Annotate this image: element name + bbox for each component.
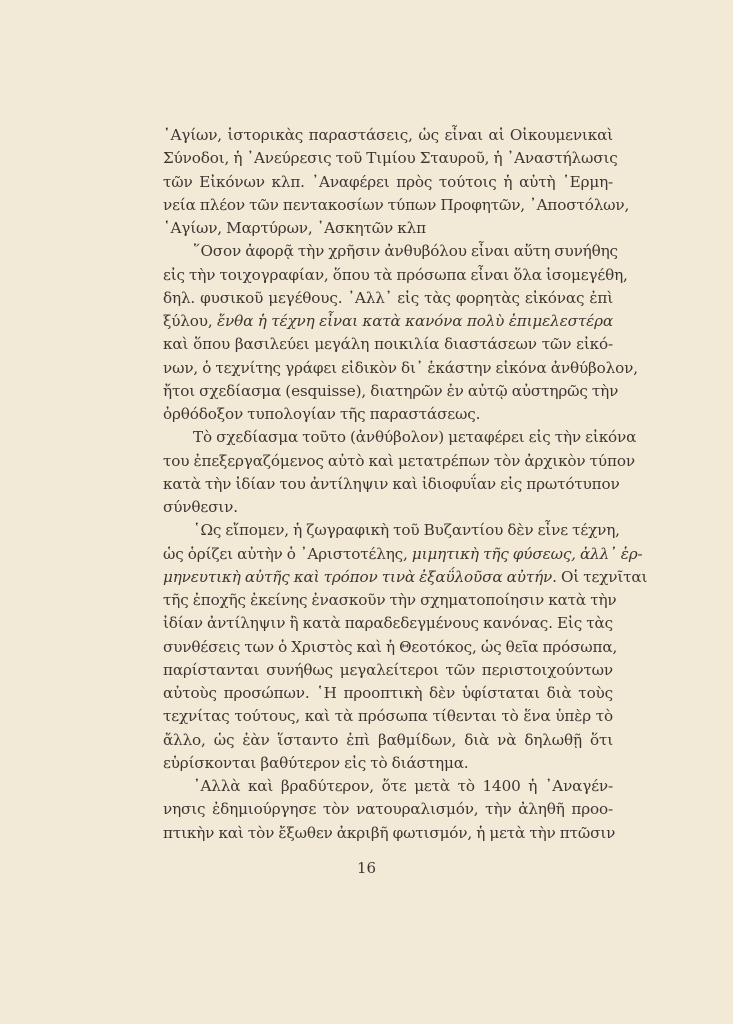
- text-line: [163, 403, 613, 426]
- text: νεία πλέον τῶν πεντακοσίων τύπων Προφητῶν, ᾿Αποστόλων,: [163, 195, 630, 214]
- text: παρίστανται συνήθως μεγαλείτεροι τῶν περιστοιχούντων: [163, 660, 613, 679]
- italic-text: μηνευτικὴ αὐτῆς καὶ τρόπον τινὰ ἐξαΰλοῦσα αὐτήν: [163, 567, 553, 586]
- text-line: [163, 171, 613, 194]
- text: ἰδίαν ἀντίληψιν ἢ κατὰ παραδεδεγμένους κανόνας. Εἰς τὰς: [163, 614, 613, 633]
- page-body: [163, 124, 648, 845]
- text-line: [163, 659, 613, 682]
- text-line: [163, 705, 613, 728]
- text-line: [163, 682, 613, 705]
- italic-text: ἔνθα ἡ τέχνη εἶναι κατὰ κανόνα πολὺ ἐπιμελεστέρα: [217, 312, 613, 330]
- text: ῾Αγίων, Μαρτύρων, ᾿Ασκητῶν κλπ: [163, 219, 426, 237]
- text-line: [163, 822, 616, 845]
- text: του ἐπεξεργαζόμενος αὐτὸ καὶ μετατρέπων τὸν ἀρχικὸν τύπον: [163, 451, 635, 470]
- text: ξύλου,: [163, 312, 218, 330]
- text: σύνθεσιν.: [163, 498, 238, 516]
- text-line: [163, 264, 628, 287]
- text-line: [163, 240, 618, 263]
- text-line: [163, 566, 648, 589]
- text: ῾Ως εἴπομεν, ἡ ζωγραφικὴ τοῦ Βυζαντίου δὲν εἶνε τέχνη,: [193, 521, 620, 540]
- text-line: [163, 357, 638, 380]
- text: ὀρθόδοξον τυπολογίαν τῆς παραστάσεως.: [163, 405, 481, 423]
- text: εὑρίσκονται βαθύτερον εἰς τὸ διάστημα.: [163, 753, 469, 772]
- text: αὐτοὺς προσώπων. ῾Η προοπτικὴ δὲν ὑφίσταται διὰ τοὺς: [163, 684, 613, 702]
- text-line: [163, 519, 620, 542]
- text: ὡς ὁρίζει αὐτὴν ὁ ᾿Αριστοτέλης,: [163, 544, 412, 563]
- text: τεχνίτας τούτους, καὶ τὰ πρόσωπα τίθενται τὸ ἕνα ὑπὲρ τὸ: [163, 707, 613, 726]
- text: ῾Αγίων, ἱστορικὰς παραστάσεις, ὡς εἶναι αἱ Οἰκουμενικαὶ: [163, 126, 613, 144]
- text-line: [163, 752, 613, 775]
- text-line: [163, 124, 613, 147]
- text: πτικὴν καὶ τὸν ἔξωθεν ἀκριβῆ φωτισμόν, ἡ μετὰ τὴν πτῶσιν: [163, 823, 616, 842]
- text: εἰς τὴν τοιχογραφίαν, ὅπου τὰ πρόσωπα εἶναι ὅλα ἰσομεγέθη,: [163, 265, 628, 284]
- text: ῞Οσον ἀφορᾷ τὴν χρῆσιν ἀνθυβόλου εἶναι αὕτη συνήθης: [193, 242, 618, 261]
- text-line: [163, 775, 613, 798]
- text-line: [163, 543, 643, 566]
- text-line: [163, 333, 613, 356]
- text-line: [163, 450, 635, 473]
- text-line: [163, 287, 613, 310]
- text: καὶ ὅπου βασιλεύει μεγάλη ποικιλία διαστάσεων τῶν εἰκό-: [163, 335, 613, 354]
- text: συνθέσεις των ὁ Χριστὸς καὶ ἡ Θεοτόκος, ὡς θεῖα πρόσωπα,: [163, 637, 618, 656]
- page-number: 16: [356, 859, 377, 877]
- text: ᾿Αλλὰ καὶ βραδύτερον, ὅτε μετὰ τὸ 1400 ἡ ᾿Αναγέν-: [193, 777, 613, 795]
- text-line: [163, 147, 618, 170]
- text: νησις ἐδημιούργησε τὸν νατουραλισμόν, τὴν ἀληθῆ προο-: [163, 800, 613, 819]
- text: . Οἱ τεχνῖται: [552, 567, 648, 586]
- text-line: [163, 426, 637, 449]
- text-line: [163, 496, 613, 519]
- text-line: [163, 729, 613, 752]
- text: τῶν Εἰκόνων κλπ. ᾿Αναφέρει πρὸς τούτοις ἡ αὐτὴ ῾Ερμη-: [163, 172, 613, 191]
- text-line: [163, 194, 630, 217]
- text-line: [163, 473, 620, 496]
- text-line: [163, 636, 618, 659]
- text-line: [163, 380, 619, 403]
- text-line: [163, 798, 613, 821]
- text: κατὰ τὴν ἰδίαν του ἀντίληψιν καὶ ἰδιοφυΐαν εἰς πρωτότυπον: [163, 474, 620, 493]
- italic-text: μιμητικὴ τῆς φύσεως, ἀλλ᾿ ἑρ-: [411, 544, 643, 563]
- text-line: [163, 217, 613, 240]
- text: δηλ. φυσικοῦ μεγέθους. ᾿Αλλ᾿ εἰς τὰς φορητὰς εἰκόνας ἐπὶ: [163, 288, 613, 307]
- text-line: [163, 589, 617, 612]
- text: ἄλλο, ὡς ἐὰν ἵσταντο ἐπὶ βαθμίδων, διὰ νὰ δηλωθῇ ὅτι: [163, 730, 613, 749]
- text-line: [163, 612, 613, 635]
- text-line: [163, 310, 613, 333]
- text: ἤτοι σχεδίασμα (esquisse), διατηρῶν ἐν αὐτῷ αὐστηρῶς τὴν: [163, 381, 619, 400]
- text: νων, ὁ τεχνίτης γράφει εἰδικὸν δι᾿ ἑκάστην εἰκόνα ἀνθύβολον,: [163, 358, 638, 377]
- text: Σύνοδοι, ἡ ᾿Ανεύρεσις τοῦ Τιμίου Σταυροῦ, ἡ ᾿Αναστήλωσις: [163, 149, 618, 168]
- text: Τὸ σχεδίασμα τοῦτο (ἀνθύβολον) μεταφέρει εἰς τὴν εἰκόνα: [193, 428, 637, 447]
- text: τῆς ἐποχῆς ἐκείνης ἐνασκοῦν τὴν σχηματοποίησιν κατὰ τὴν: [163, 591, 617, 609]
